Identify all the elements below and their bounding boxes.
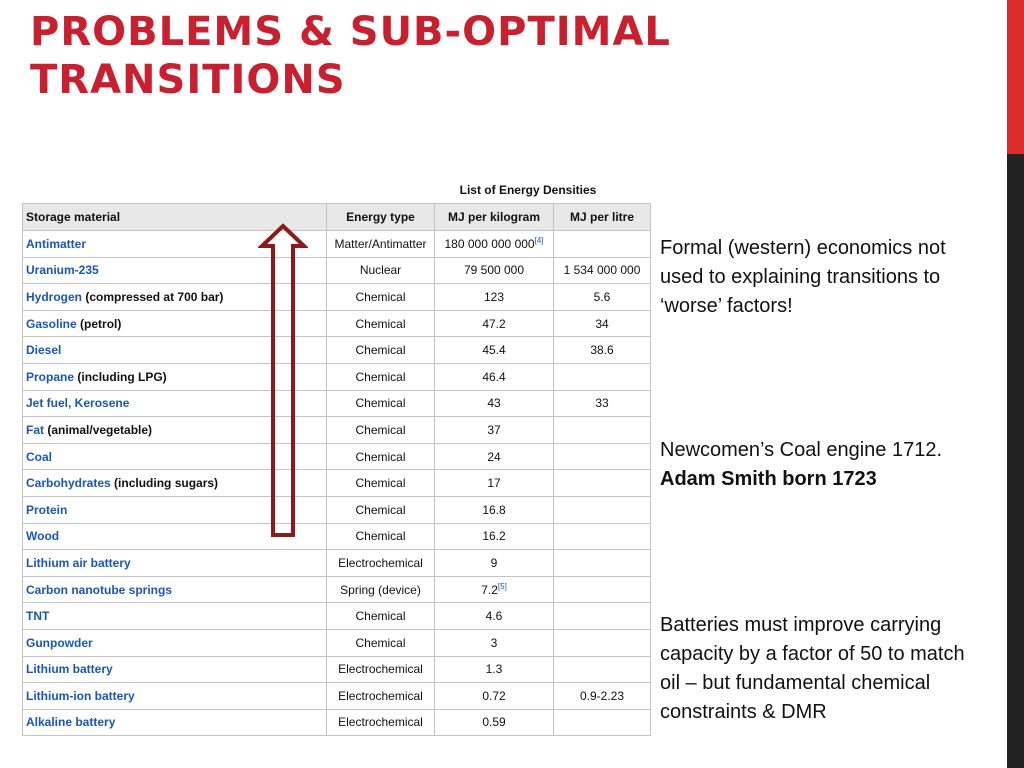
cell-mj-per-kg [435,629,554,656]
mj-per-kg-value: 1.3 [485,662,503,677]
table-row [23,576,651,603]
mj-per-kg-value: 24 [487,449,501,464]
reference-link[interactable]: [4] [534,236,544,246]
up-arrow-icon [258,222,308,540]
cell-mj-per-litre: 34 [554,310,651,337]
cell-mj-per-litre: 38.6 [554,337,651,364]
cell-mj-per-kg [435,390,554,417]
table-row [23,337,651,364]
cell-mj-per-kg [435,417,554,444]
cell-energy-type: Chemical [327,310,435,337]
material-link[interactable]: Antimatter [26,236,87,251]
mj-per-kg-value: 4.6 [485,609,503,624]
cell-mj-per-kg [435,603,554,630]
cell-mj-per-litre: 5.6 [554,284,651,311]
cell-mj-per-kg [435,496,554,523]
cell-energy-type[interactable]: Matter/Antimatter [327,231,435,258]
table-row [23,284,651,311]
up-arrow-shape [262,226,304,535]
cell-mj-per-kg [435,310,554,337]
table-row [23,550,651,577]
cell-energy-type: Chemical [327,390,435,417]
cell-energy-type[interactable]: Electrochemical [327,550,435,577]
material-link[interactable]: Coal [26,449,53,464]
cell-energy-type: Chemical [327,443,435,470]
header-storage-material[interactable]: Storage material [23,204,327,231]
accent-bar-dark [1007,154,1024,768]
cell-mj-per-litre [554,629,651,656]
cell-mj-per-kg [435,257,554,284]
table-caption: List of Energy Densities [459,183,597,197]
cell-mj-per-kg [435,337,554,364]
mj-per-kg-value: 123 [483,289,505,304]
table-row [23,417,651,444]
cell-mj-per-litre [554,603,651,630]
cell-mj-per-kg [435,231,554,258]
cell-energy-type[interactable]: Spring (device) [327,576,435,603]
cell-mj-per-kg [435,683,554,710]
material-note: (including LPG) [77,369,167,384]
table-row [23,496,651,523]
cell-storage-material [23,656,327,683]
cell-energy-type: Electrochemical [327,656,435,683]
mj-per-kg-value: 37 [487,422,501,437]
cell-mj-per-litre [554,709,651,736]
slide-title: PROBLEMS & SUB-OPTIMAL TRANSITIONS [30,9,671,103]
material-link[interactable]: Gunpowder [26,635,93,650]
cell-mj-per-kg [435,523,554,550]
table-row [23,656,651,683]
material-link[interactable]: Alkaline battery [26,715,116,730]
mj-per-kg-value: 16.2 [482,529,506,544]
mj-per-kg-value: 43 [487,396,501,411]
cell-energy-type[interactable]: Chemical [327,284,435,311]
mj-per-kg-value: 16.8 [482,502,506,517]
cell-mj-per-kg [435,709,554,736]
mj-per-kg-value: 45.4 [482,343,506,358]
material-link[interactable]: Uranium-235 [26,263,99,278]
cell-mj-per-kg [435,443,554,470]
cell-storage-material [23,683,327,710]
cell-mj-per-litre [554,443,651,470]
note-formal-economics: Formal (western) economics not used to explaining transitions to ‘worse’ factors! [660,237,946,317]
material-note: (including sugars) [114,476,219,491]
cell-energy-type: Chemical [327,470,435,497]
table-body [23,231,651,736]
cell-energy-type: Chemical [327,417,435,444]
cell-mj-per-litre [554,231,651,258]
table-row [23,231,651,258]
cell-storage-material [23,709,327,736]
table-row [23,310,651,337]
material-link[interactable]: Propane [26,369,75,384]
accent-bar-red [1007,0,1024,154]
header-mj-per-kg[interactable]: MJ per kilogram [435,204,554,231]
material-link[interactable]: Lithium battery [26,662,113,677]
material-note: (animal/vegetable) [47,422,153,437]
note-batteries: Batteries must improve carrying capacity by a factor of 50 to match oil – but fundamental chemical constraints & DMR [660,614,965,723]
cell-mj-per-litre [554,550,651,577]
table-header-row [23,204,651,231]
cell-mj-per-kg [435,470,554,497]
cell-mj-per-kg [435,363,554,390]
material-link[interactable]: Gasoline [26,316,77,331]
cell-storage-material [23,629,327,656]
cell-energy-type: Chemical [327,337,435,364]
material-link[interactable]: Lithium-ion battery [26,688,135,703]
material-link[interactable]: Wood [26,529,60,544]
table-row [23,709,651,736]
cell-energy-type: Chemical [327,363,435,390]
table-row [23,470,651,497]
material-link[interactable]: Carbon nanotube springs [26,582,173,597]
mj-per-kg-value: 9 [490,555,498,570]
material-link[interactable]: Carbohydrates [26,476,111,491]
mj-per-kg-value: 180 000 000 000 [444,237,535,252]
cell-mj-per-litre [554,417,651,444]
mj-per-kg-value: 46.4 [482,369,506,384]
mj-per-kg-value: 47.2 [482,316,506,331]
cell-mj-per-litre [554,363,651,390]
header-mj-per-litre[interactable]: MJ per litre [554,204,651,231]
cell-mj-per-litre: 33 [554,390,651,417]
cell-mj-per-kg [435,550,554,577]
material-note: (compressed at 700 bar) [85,289,224,304]
table-row [23,390,651,417]
mj-per-kg-value: 3 [490,635,498,650]
header-energy-type[interactable]: Energy type [327,204,435,231]
cell-energy-type: Chemical [327,603,435,630]
cell-mj-per-litre [554,470,651,497]
mj-per-kg-value: 7.2 [481,583,498,598]
cell-energy-type: Chemical [327,523,435,550]
material-link[interactable]: TNT [26,609,50,624]
mj-per-kg-value: 79 500 000 [463,263,525,278]
mj-per-kg-value: 0.72 [482,688,506,703]
material-link[interactable]: Jet fuel, Kerosene [26,396,130,411]
cell-mj-per-litre: 0.9-2.23 [554,683,651,710]
cell-mj-per-litre [554,656,651,683]
table-row [23,443,651,470]
cell-mj-per-litre [554,523,651,550]
material-link[interactable]: Diesel [26,343,62,358]
note-adam-smith: Adam Smith born 1723 [660,468,877,490]
cell-energy-type[interactable]: Nuclear [327,257,435,284]
material-note: (petrol) [80,316,122,331]
cell-mj-per-kg [435,656,554,683]
material-link[interactable]: Protein [26,502,68,517]
table-row [23,603,651,630]
cell-mj-per-kg [435,576,554,603]
cell-storage-material [23,576,327,603]
cell-mj-per-litre [554,496,651,523]
note-newcomen-line: Newcomen’s Coal engine 1712. [660,439,943,461]
material-link[interactable]: Hydrogen [26,289,83,304]
cell-energy-type: Chemical [327,629,435,656]
note-newcomen [660,436,942,494]
cell-storage-material [23,603,327,630]
cell-mj-per-litre: 1 534 000 000 [554,257,651,284]
cell-mj-per-litre [554,576,651,603]
mj-per-kg-value: 17 [487,476,501,491]
reference-link[interactable]: [5] [497,582,507,592]
table-row [23,363,651,390]
energy-density-table [22,203,651,736]
material-link[interactable]: Lithium air battery [26,555,131,570]
cell-energy-type: Electrochemical [327,709,435,736]
cell-mj-per-kg [435,284,554,311]
mj-per-kg-value: 0.59 [482,715,506,730]
table-row [23,523,651,550]
table-row [23,683,651,710]
table-row [23,629,651,656]
cell-storage-material [23,550,327,577]
table-row [23,257,651,284]
cell-energy-type: Electrochemical [327,683,435,710]
cell-energy-type: Chemical [327,496,435,523]
material-link[interactable]: Fat [26,422,44,437]
